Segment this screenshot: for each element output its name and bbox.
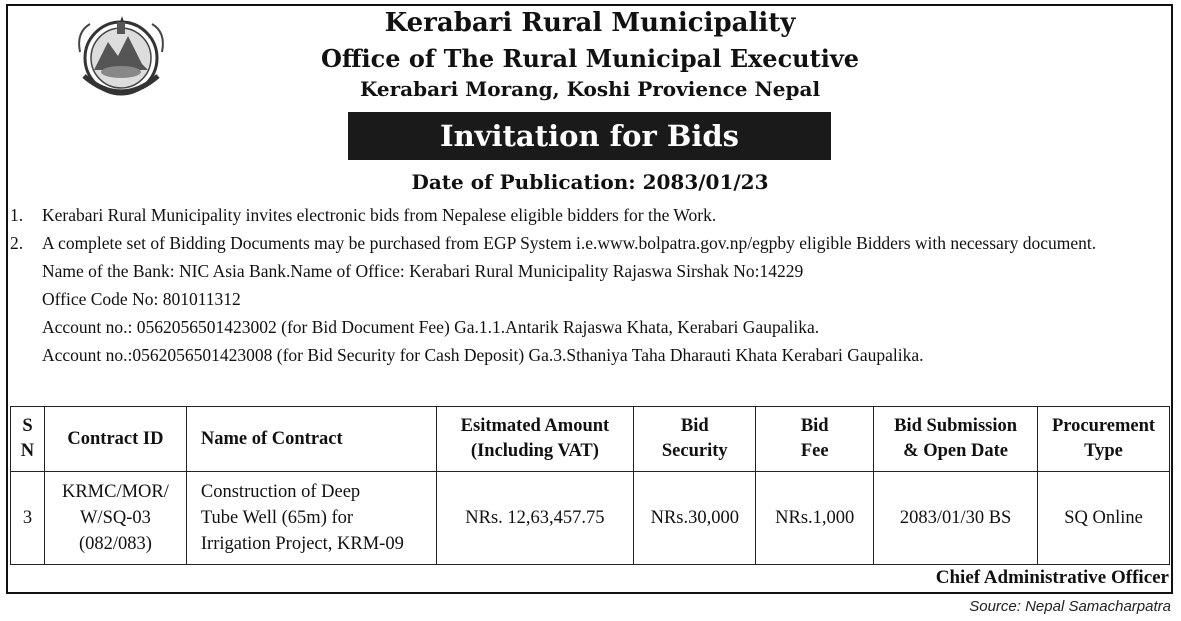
cell-fee: NRs.1,000 bbox=[756, 472, 874, 565]
column-header-type: Procurement Type bbox=[1038, 407, 1170, 472]
notice-body bbox=[10, 201, 1170, 369]
cell-date: 2083/01/30 BS bbox=[874, 472, 1038, 565]
bid-security-account-line: Account no.:0562056501423008 (for Bid Security for Cash Deposit) Ga.3.Sthaniya Taha Dharauti Khata Kerabari Gaupalika. bbox=[42, 345, 924, 365]
paragraph-number: 1. bbox=[10, 205, 24, 225]
table-header-row bbox=[11, 407, 1170, 472]
paragraph-text: Kerabari Rural Municipality invites electronic bids from Nepalese eligible bidders for the Work. bbox=[42, 205, 717, 225]
notice-title-banner: Invitation for Bids bbox=[348, 112, 831, 160]
bid-fee-account-line: Account no.: 0562056501423002 (for Bid Document Fee) Ga.1.1.Antarik Rajaswa Khata, Kerabari Gaupalika. bbox=[42, 317, 820, 337]
column-header-fee: Bid Fee bbox=[756, 407, 874, 472]
bids-table bbox=[10, 406, 1170, 565]
publication-date: Date of Publication: 2083/01/23 bbox=[411, 170, 769, 194]
table-row bbox=[11, 472, 1170, 565]
cell-type: SQ Online bbox=[1038, 472, 1170, 565]
office-address: Kerabari Morang, Koshi Provience Nepal bbox=[359, 77, 821, 101]
cell-contract-name: Construction of Deep Tube Well (65m) for Irrigation Project, KRM-09 bbox=[186, 472, 436, 565]
column-header-sn: S N bbox=[11, 407, 45, 472]
paragraph-item bbox=[10, 229, 1170, 257]
cell-amount: NRs. 12,63,457.75 bbox=[436, 472, 634, 565]
column-header-amount: Esitmated Amount (Including VAT) bbox=[436, 407, 634, 472]
column-header-contract-id: Contract ID bbox=[44, 407, 186, 472]
government-emblem-icon bbox=[70, 12, 172, 104]
paragraph-text: A complete set of Bidding Documents may be purchased from EGP System i.e.www.bolpatra.gov.np/egpby eligible Bidders with necessary document. bbox=[42, 233, 1097, 253]
cell-contract-id: KRMC/MOR/ W/SQ-03 (082/083) bbox=[44, 472, 186, 565]
column-header-security: Bid Security bbox=[634, 407, 756, 472]
signoff: Chief Administrative Officer bbox=[935, 567, 1169, 588]
cell-sn: 3 bbox=[11, 472, 45, 565]
municipality-name: Kerabari Rural Municipality bbox=[384, 8, 796, 38]
bank-name-line: Name of the Bank: NIC Asia Bank.Name of Office: Kerabari Rural Municipality Rajaswa Sirshak No:14229 bbox=[42, 261, 804, 281]
cell-security: NRs.30,000 bbox=[634, 472, 756, 565]
office-name: Office of The Rural Municipal Executive bbox=[320, 44, 860, 73]
column-header-name: Name of Contract bbox=[186, 407, 436, 472]
paragraph-number: 2. bbox=[10, 233, 24, 253]
paragraph-item bbox=[10, 201, 1170, 229]
source-credit: Source: Nepal Samacharpatra bbox=[969, 598, 1171, 615]
office-code-line: Office Code No: 801011312 bbox=[42, 289, 241, 309]
column-header-date: Bid Submission & Open Date bbox=[874, 407, 1038, 472]
